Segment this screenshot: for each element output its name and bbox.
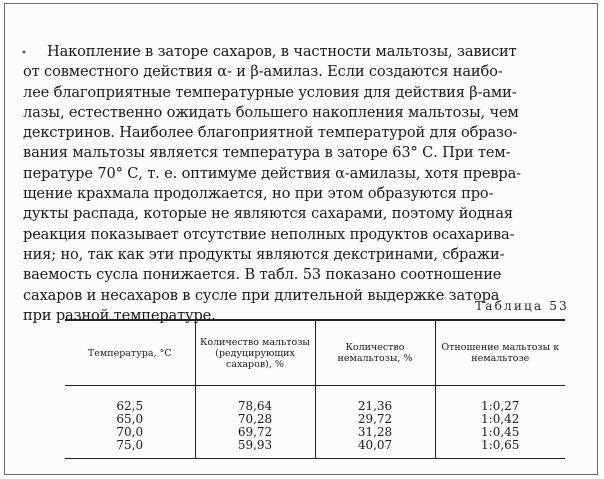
table-caption: Таблица 53	[475, 299, 569, 313]
table-header-row	[65, 320, 565, 386]
table-cell: 40,07	[315, 439, 435, 459]
column-header-ratio: Отношение мальтозы к немальтозе	[435, 320, 565, 386]
table-cell: 62,5	[116, 399, 144, 413]
column-header-maltose: Количество мальтозы (редуцирующих сахаров), %	[195, 320, 315, 386]
table-cell: 75,0	[65, 439, 195, 459]
table-cell: 29,72	[315, 413, 435, 426]
paragraph-line: ваемость сусла понижается. В табл. 53 показано соотношение	[23, 266, 502, 284]
table-cell: 1:0,45	[435, 426, 565, 439]
paragraph-line: щение крахмала продолжается, но при этом образуются про-	[23, 185, 494, 203]
table-cell: 59,93	[195, 439, 315, 459]
table-cell: 78,64	[195, 400, 315, 413]
column-header-nonmaltose: Количество немальтозы, %	[315, 320, 435, 386]
paragraph-line: декстринов. Наиболее благоприятной температурой для образо-	[23, 124, 518, 142]
table-cell: 70,0	[116, 425, 144, 439]
table-cell: 1:0,65	[435, 439, 565, 459]
margin-mark: •	[21, 48, 27, 59]
body-paragraph	[23, 42, 583, 326]
data-table	[65, 319, 565, 459]
table-cell: 31,28	[315, 426, 435, 439]
table-cell: 1:0,27	[435, 400, 565, 413]
paragraph-line: при разной температуре.	[23, 306, 216, 324]
table-cell: 69,72	[195, 426, 315, 439]
paragraph-line: реакция показывает отсутствие неполных продуктов осахарива-	[23, 225, 515, 243]
table-spacer-row	[65, 386, 565, 401]
table-cell: 1:0,42	[435, 413, 565, 426]
column-header-temperature: Температура, °С	[65, 320, 195, 386]
paragraph-line: лее благоприятные температурные условия для действия β-ами-	[23, 83, 517, 101]
table-row	[65, 439, 565, 459]
page-frame	[4, 3, 598, 475]
paragraph-line: от совместного действия α- и β-амилаз. Если создаются наибо-	[23, 63, 503, 81]
paragraph-line: лазы, естественно ожидать большего накопления мальтозы, чем	[23, 103, 519, 121]
table-cell: 65,0	[116, 412, 144, 426]
paragraph-line: пературе 70° С, т. е. оптимуме действия α-амилазы, хотя превра-	[23, 164, 521, 182]
table-cell: 21,36	[315, 400, 435, 413]
paragraph-line: ния; но, так как эти продукты являются декстринами, сбражи-	[23, 245, 505, 263]
paragraph-line: вания мальтозы является температура в заторе 63° С. При тем-	[23, 144, 511, 162]
paragraph-line: дукты распада, которые не являются сахарами, поэтому йодная	[23, 205, 513, 223]
paragraph-line: Накопление в заторе сахаров, в частности мальтозы, зависит	[47, 43, 517, 60]
paragraph-line: сахаров и несахаров в сусле при длительной выдержке затора	[23, 286, 500, 304]
table-cell: 70,28	[195, 413, 315, 426]
